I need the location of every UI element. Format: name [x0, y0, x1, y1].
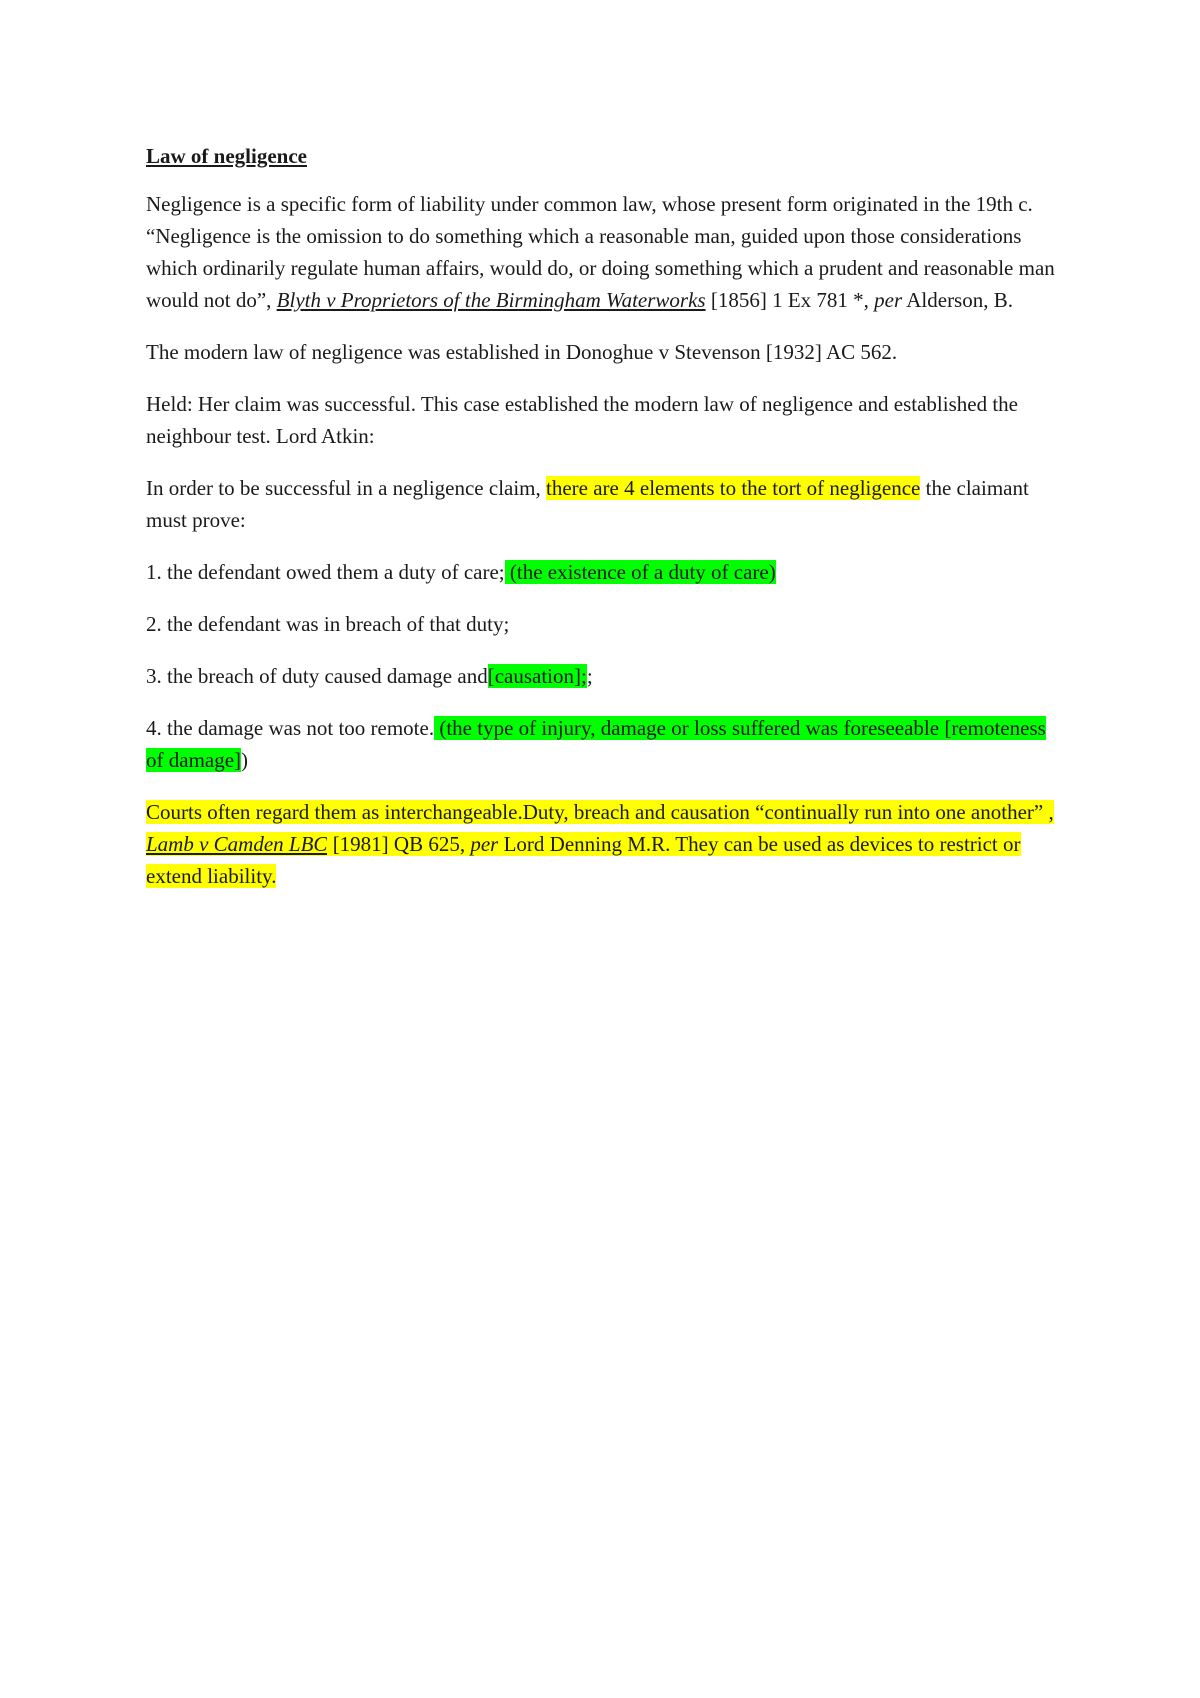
courts-text: Courts often regard them as interchangeable.Duty, breach and causation “continually run into one another” , [146, 800, 1054, 824]
per-label: per [874, 288, 903, 312]
list-item-duty [146, 556, 1066, 588]
list-item-tail: ) [241, 748, 249, 772]
elements-intro: In order to be successful in a negligence claim, [146, 476, 547, 500]
document-page [146, 140, 1066, 912]
list-item-causation [146, 660, 1066, 692]
list-item-text: 3. the breach of duty caused damage and [146, 664, 488, 688]
document-title: Law of negligence [146, 144, 307, 168]
list-item-text: 2. the defendant was in breach of that duty; [146, 612, 510, 636]
paragraph-courts [146, 796, 1066, 892]
paragraph-definition [146, 188, 1066, 316]
case-citation-blyth: Blyth v Proprietors of the Birmingham Waterworks [276, 288, 706, 312]
list-item-remoteness [146, 712, 1066, 776]
paragraph-donoghue: The modern law of negligence was established in Donoghue v Stevenson [1932] AC 562. [146, 340, 898, 364]
list-item-highlight: (the existence of a duty of care) [504, 560, 776, 584]
paragraph-held: Held: Her claim was successful. This case established the modern law of negligence and established the neighbour test. Lord Atkin: [146, 392, 1019, 448]
list-item-text: 4. the damage was not too remote. [146, 716, 435, 740]
per-label: per [470, 832, 499, 856]
citation-reference: [1981] QB 625, [327, 832, 471, 856]
definition-text: Negligence is a specific form of liability under common law, whose present form originated in the 19th c. “Negligence is the omission to do something which a reasonable man, guided upon those considerations which ordinarily regulate human affairs, would do, or doing something which a prudent and reasonable man would not do”, [146, 192, 1055, 312]
citation-reference: [1856] 1 Ex 781 *, [705, 288, 875, 312]
elements-outro: the claimant must prove: [146, 476, 1029, 532]
paragraph-elements [146, 472, 1066, 536]
list-item-highlight: [causation]; [487, 664, 587, 688]
list-item-highlight: (the type of injury, damage or loss suffered was foreseeable [remoteness of damage] [146, 716, 1046, 772]
list-item-text: 1. the defendant owed them a duty of care; [146, 560, 505, 584]
list-item-tail: ; [586, 664, 593, 688]
list-item-breach [146, 608, 1066, 640]
case-citation-lamb: Lamb v Camden LBC [146, 832, 328, 856]
courts-conclusion: Lord Denning M.R. They can be used as devices to restrict or extend liability. [146, 832, 1021, 888]
elements-highlight: there are 4 elements to the tort of negligence [546, 476, 921, 500]
judge-name: Alderson, B. [902, 288, 1013, 312]
